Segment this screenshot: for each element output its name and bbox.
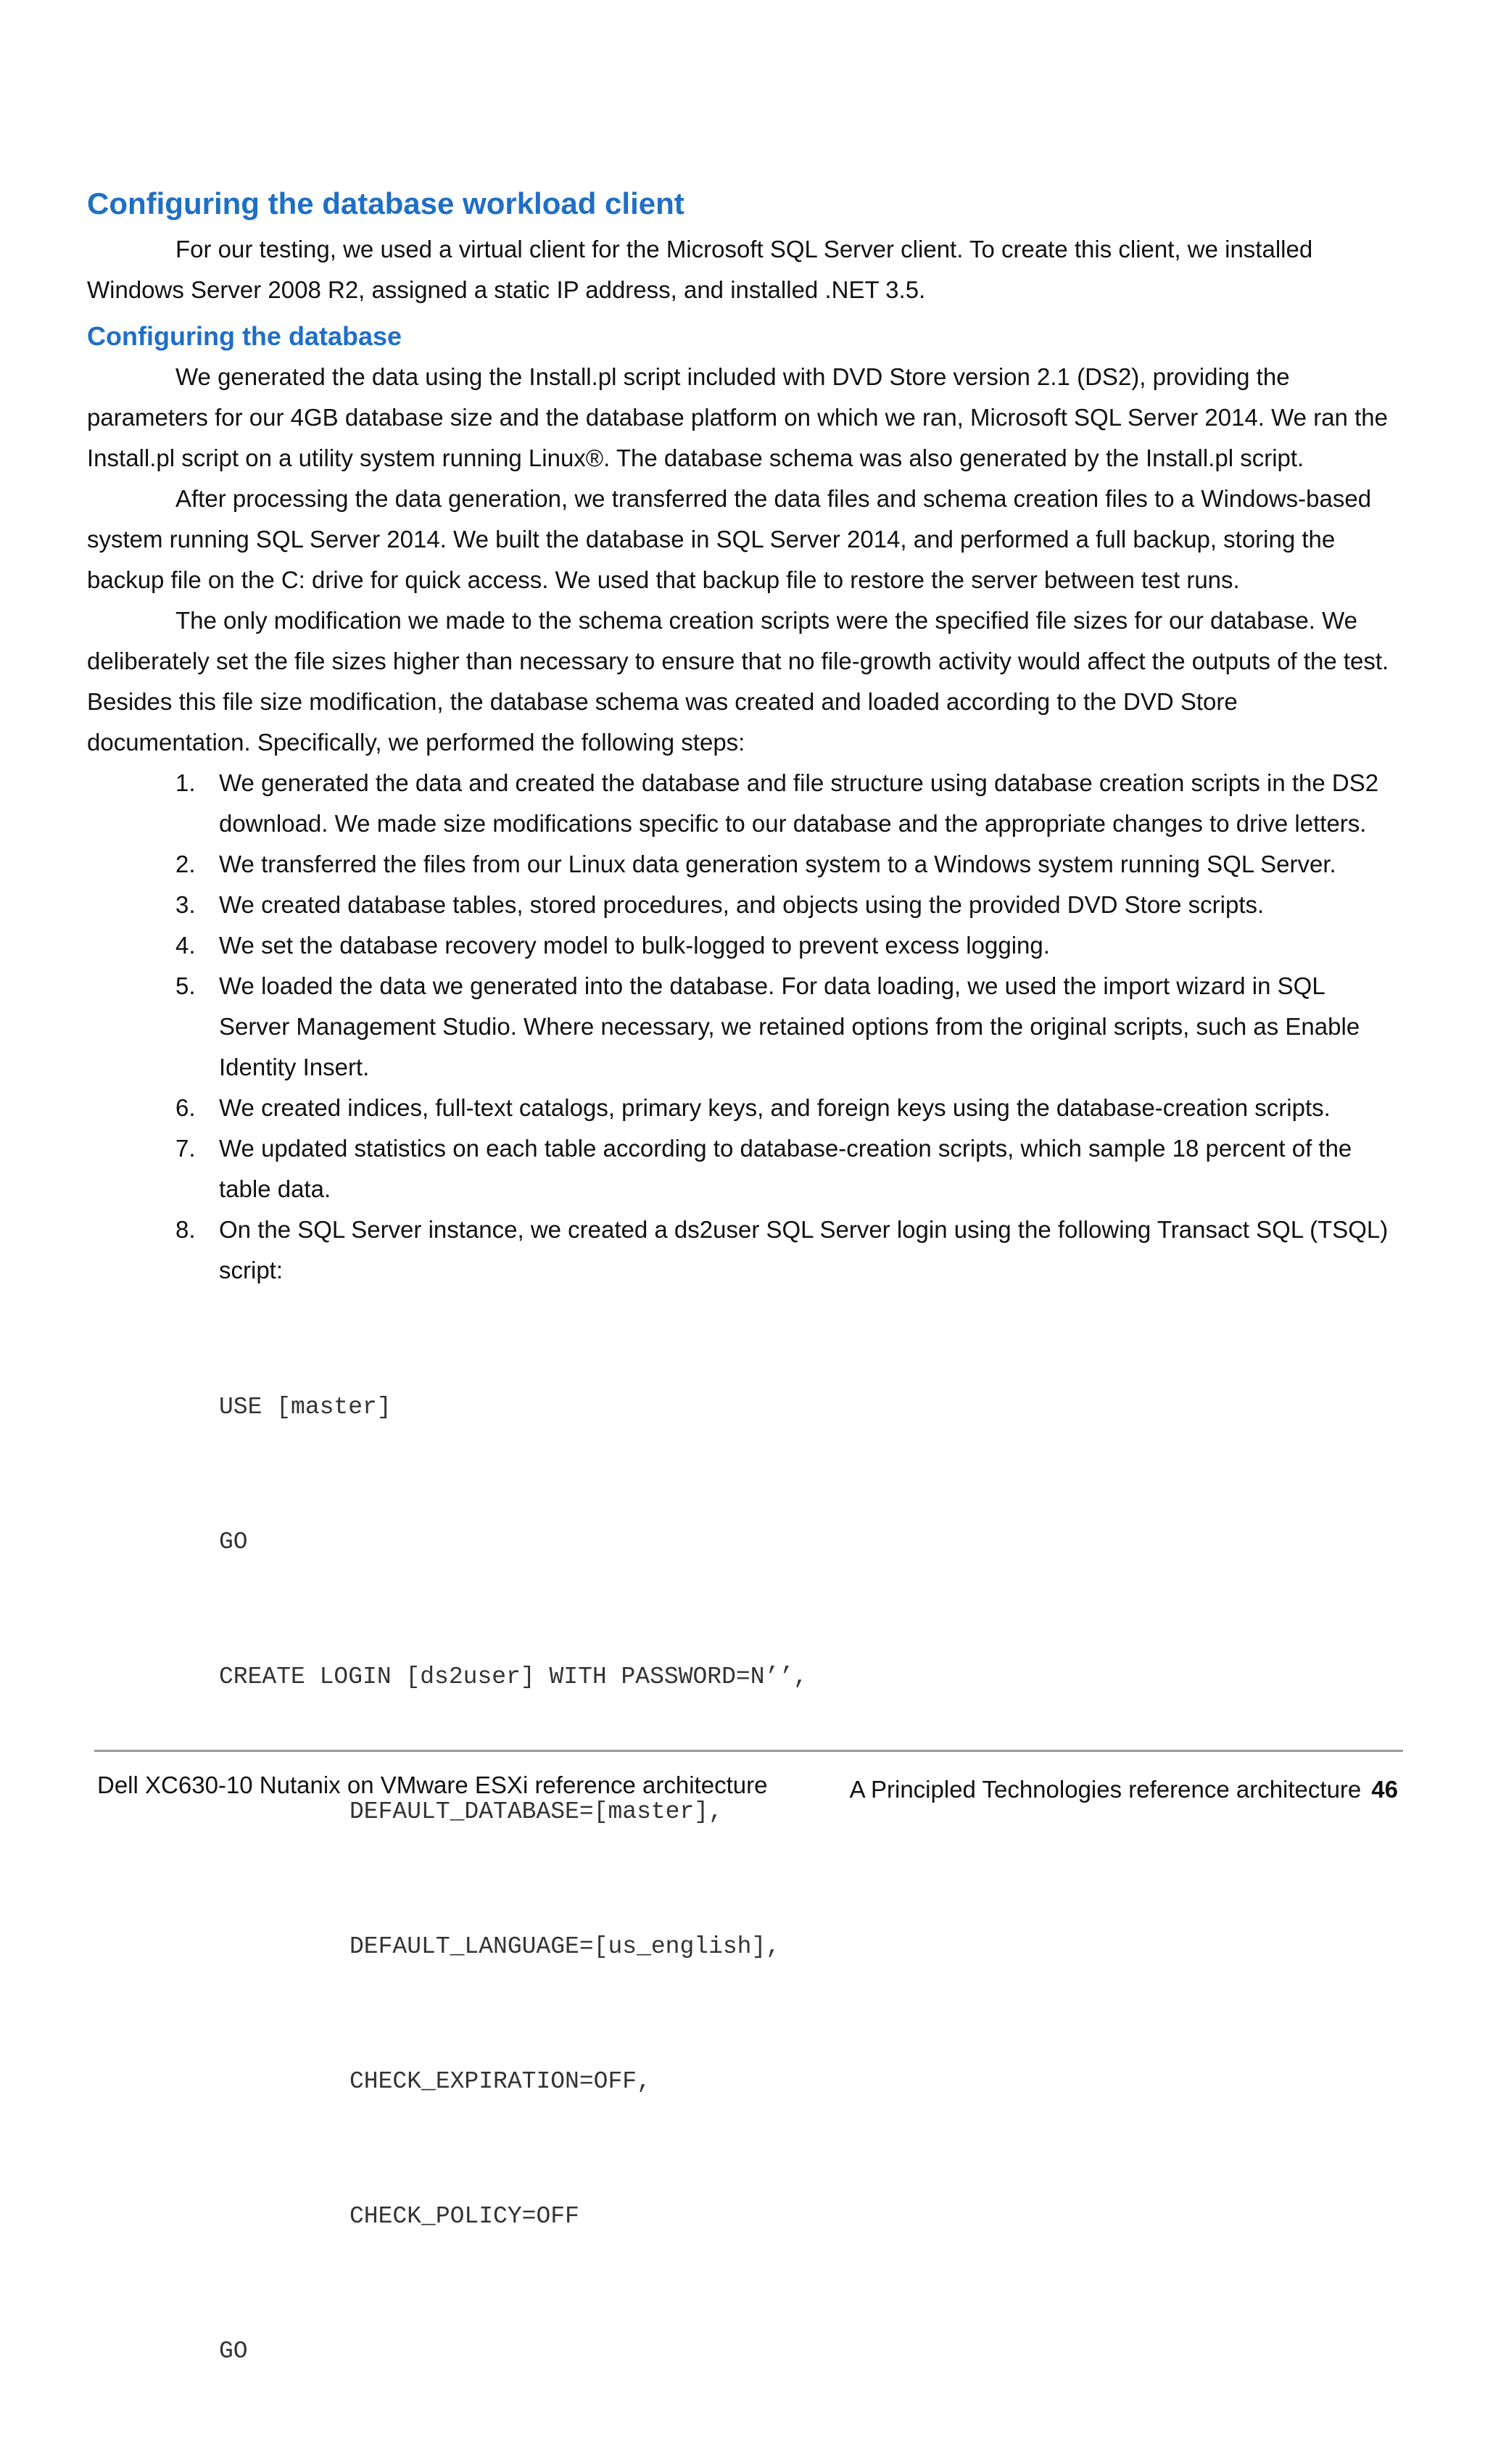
body-paragraph: The only modification we made to the schema creation scripts were the specified file sizes for our database. We deliberately set the file sizes higher than necessary to ensure that no file-growth activity would affect the outputs of the test. Besides this file size modification, the database schema was created and loaded according to the DVD Store documentation. Specifically, we performed the following steps: xyxy=(87,607,1389,756)
footer-document-title: Dell XC630-10 Nutanix on VMware ESXi reference architecture xyxy=(97,1771,768,1798)
footer-publisher-text: A Principled Technologies reference architecture xyxy=(849,1776,1362,1803)
list-item xyxy=(87,1128,1392,1210)
intro-paragraph: For our testing, we used a virtual client for the Microsoft SQL Server client. To create this client, we installed Windows Server 2008 R2, assigned a static IP address, and installed .NET 3.5. xyxy=(87,236,1313,303)
list-item-text: We updated statistics on each table according to database-creation scripts, which sample 18 percent of the table data. xyxy=(219,1135,1352,1202)
code-line: CHECK_POLICY=OFF xyxy=(349,2203,579,2230)
page-number: 46 xyxy=(1371,1776,1398,1803)
list-item-text: On the SQL Server instance, we created a ds2user SQL Server login using the following Transact SQL (TSQL) script: xyxy=(219,1216,1389,1283)
code-line: GO xyxy=(219,2338,248,2365)
code-line: GO xyxy=(219,1529,248,1555)
list-item-number: 8. xyxy=(175,1216,196,1243)
list-item-text: We generated the data and created the database and file structure using database creation scripts in the DS2 download. We made size modifications specific to our database and the appropriate changes to drive letters. xyxy=(219,769,1379,837)
list-item-text: We transferred the files from our Linux data generation system to a Windows system running SQL Server. xyxy=(219,851,1336,877)
steps-list xyxy=(87,763,1392,1291)
list-item xyxy=(87,844,1392,885)
footer-divider xyxy=(94,1750,1403,1752)
tsql-code-block xyxy=(219,1295,1392,2464)
code-line: USE [master] xyxy=(219,1394,392,1421)
code-line: CREATE LOGIN [ds2user] WITH PASSWORD=N’’, xyxy=(219,1663,808,1690)
list-item xyxy=(87,885,1392,925)
subsection-heading: Configuring the database xyxy=(87,321,402,351)
list-item-number: 5. xyxy=(175,972,196,999)
body-paragraph: We generated the data using the Install.pl script included with DVD Store version 2.1 (DS2), providing the parameters for our 4GB database size and the database platform on which we ran, Microsoft SQL Server 2014. We ran the Install.pl script on a utility system running Linux®. The database schema was also generated by the Install.pl script. xyxy=(87,363,1388,471)
body-paragraph: After processing the data generation, we transferred the data files and schema creation files to a Windows-based system running SQL Server 2014. We built the database in SQL Server 2014, and performed a full backup, storing the backup file on the C: drive for quick access. We used that backup file to restore the server between test runs. xyxy=(87,485,1372,593)
list-item-text: We loaded the data we generated into the database. For data loading, we used the import wizard in SQL Server Management Studio. Where necessary, we retained options from the original scripts, such as Enable Identity Insert. xyxy=(219,972,1360,1080)
list-item xyxy=(87,763,1392,844)
list-item xyxy=(87,1210,1392,1291)
section-heading: Configuring the database workload client xyxy=(87,186,684,220)
list-item-number: 2. xyxy=(175,851,196,877)
list-item xyxy=(87,966,1392,1088)
code-line: DEFAULT_DATABASE=[master], xyxy=(349,1798,723,1825)
list-item-text: We set the database recovery model to bulk-logged to prevent excess logging. xyxy=(219,932,1050,959)
list-item-number: 3. xyxy=(175,891,196,918)
code-line: DEFAULT_LANGUAGE=[us_english], xyxy=(349,1933,781,1960)
list-item xyxy=(87,925,1392,966)
list-item-number: 7. xyxy=(175,1135,196,1162)
list-item xyxy=(87,1088,1392,1128)
list-item-text: We created indices, full-text catalogs, primary keys, and foreign keys using the database-creation scripts. xyxy=(219,1094,1331,1121)
list-item-text: We created database tables, stored procedures, and objects using the provided DVD Store scripts. xyxy=(219,891,1265,918)
page-body xyxy=(87,181,1392,2464)
list-item-number: 4. xyxy=(175,932,196,959)
list-item-number: 1. xyxy=(175,769,196,796)
footer-publisher xyxy=(850,1774,1398,1806)
code-line: CHECK_EXPIRATION=OFF, xyxy=(349,2068,651,2095)
list-item-number: 6. xyxy=(175,1094,196,1121)
